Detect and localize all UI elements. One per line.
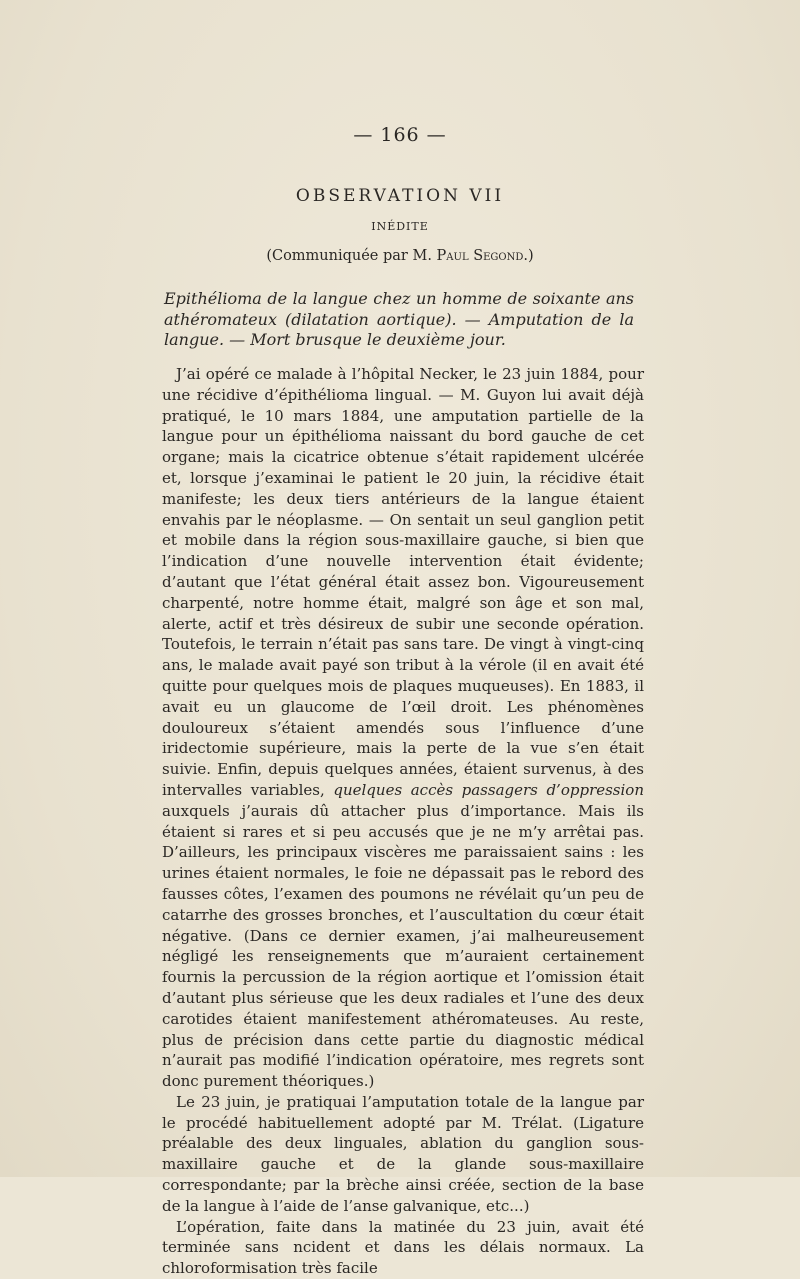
communication-author: Paul Segond xyxy=(436,248,524,264)
paragraph-3: L’opération, faite dans la matinée du 23 juin, avait été terminée sans ncident et dans les délais normaux. La chloroformisation très facile xyxy=(162,1217,644,1278)
body-text xyxy=(162,364,644,1279)
page-number: — 166 — xyxy=(353,124,447,146)
paragraph-1 xyxy=(162,364,644,1092)
communication-suffix: .) xyxy=(523,248,534,264)
paragraph-1-after: auxquels j’aurais dû attacher plus d’importance. Mais ils étaient si rares et si peu accusés que je ne m’y arrêtai pas. D’ailleurs, les principaux viscères me paraissaient sains : les urines étaient normales, le foie ne dépassait pas le rebord des fausses côtes, l’examen des poumons ne révélait qu’un peu de catarrhe des grosses bronches, et l’auscultation du cœur était négative. (Dans ce dernier examen, j’ai malheureusement négligé les renseignements que m’auraient certainement fournis la percussion de la région aortique et l’omission était d’autant plus sérieuse que les deux radiales et l’une des deux carotides étaient manifestement athéromateuses. Au reste, plus de précision dans cette partie du diagnostic médical n’aurait pas modifié l’indication opératoire, mes regrets sont donc purement théoriques.) xyxy=(162,801,644,1091)
paragraph-2: Le 23 juin, je pratiquai l’amputation totale de la langue par le procédé habituellement adopté par M. Trélat. (Ligature préalable des deux linguales, ablation du ganglion sous-maxillaire gauche et de la glande sous-maxillaire correspondante; par la brèche ainsi créée, section de la base de la langue à l’aide de l’anse galvanique, etc...) xyxy=(162,1092,644,1215)
paragraph-1-before: J’ai opéré ce malade à l’hôpital Necker, le 23 juin 1884, pour une récidive d’épithélioma lingual. — M. Guyon lui avait déjà pratiqué, le 10 mars 1884, une amputation partielle de la langue pour un épithélioma naissant du bord gauche de cet organe; mais la cicatrice obtenue s’était rapidement ulcérée et, lorsque j’examinai le patient le 20 juin, la récidive était manifeste; les deux tiers antérieurs de la langue étaient envahis par le néoplasme. — On sentait un seul ganglion petit et mobile dans la région sous-maxillaire gauche, si bien que l’indication d’une nouvelle intervention était évidente; d’autant que l’état général était assez bon. Vigoureusement charpenté, notre homme était, malgré son âge et son mal, alerte, actif et très désireux de subir une seconde opération. Toutefois, le terrain n’était pas sans tare. De vingt à vingt-cinq ans, le malade avait payé son tribut à la vérole (il en avait été quitte pour quelques mois de plaques muqueuses). En 1883, il avait eu un glaucome de l’œil droit. Les phénomènes douloureux s’étaient amendés sous l’influence d’une iridectomie supérieure, mais la perte de la vue s’en était suivie. Enfin, depuis quelques années, étaient survenus, à des intervalles variables, xyxy=(162,365,644,799)
case-summary: Epithélioma de la langue chez un homme de soixante ans athéromateux (dilatation aortique). — Amputation de la langue. — Mort brusque le deuxième jour. xyxy=(164,289,634,349)
communication-line xyxy=(0,248,800,264)
observation-subtitle: INÉDITE xyxy=(371,220,429,233)
paragraph-1-italic: quelques accès passagers d’oppression xyxy=(333,780,644,799)
communication-prefix: (Communiquée par M. xyxy=(266,248,437,264)
observation-title: OBSERVATION VII xyxy=(295,186,505,206)
